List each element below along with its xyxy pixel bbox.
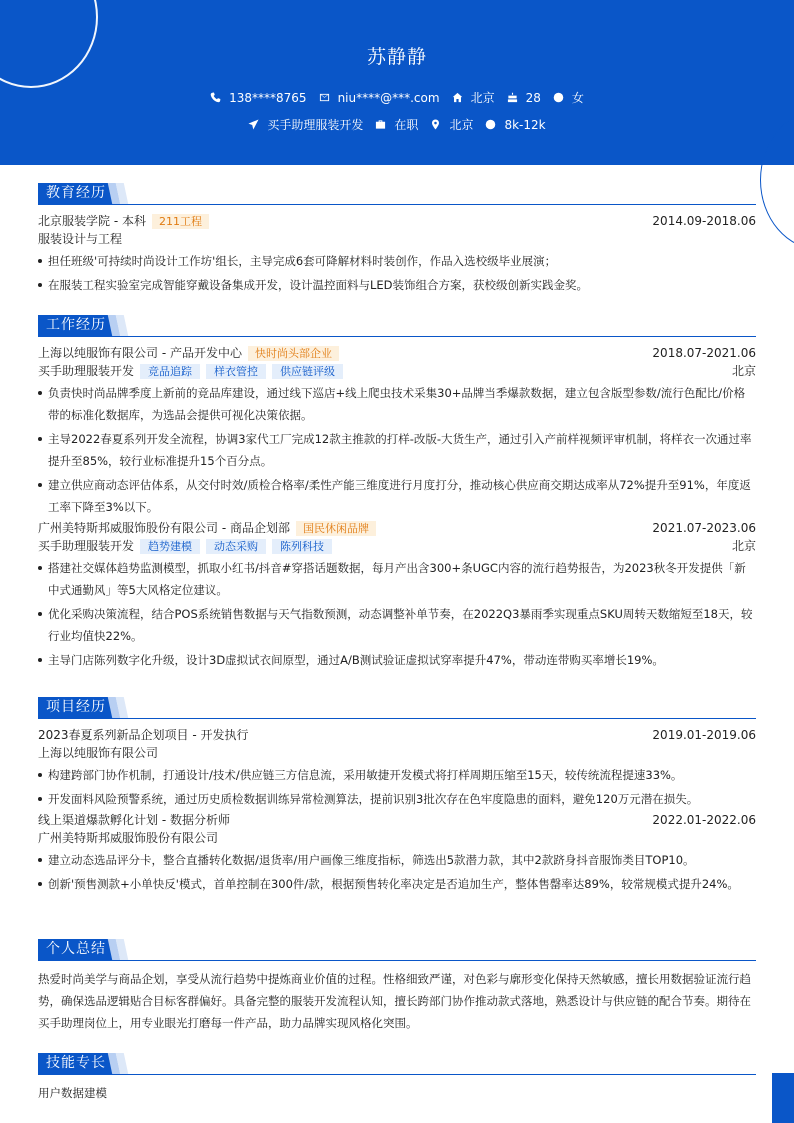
list-item: 建立动态选品评分卡，整合直播转化数据/退货率/用户画像三维度指标，筛选出5款潜力款，其中2款跻身抖音服饰类目TOP10。 [38,849,756,871]
section-title: 技能专长 [38,1053,114,1074]
job-role: 买手助理服装开发 [38,364,135,378]
briefcase-icon [375,119,386,130]
decorative-block [772,1073,794,1123]
job-location: 北京 [731,364,756,378]
phone-info [210,91,306,105]
status-info [375,116,418,133]
phone-icon [210,92,221,103]
projects-section [38,697,756,895]
list-item: 主导2022春夏系列开发全流程，协调3家代工厂完成12款主推款的打样-改版-大货生产，通过引入产前样视频评审机制，将样衣一次通过率提升至85%，较行业标准提升15个百分点。 [38,428,756,472]
skill-tag: 陈列科技 [272,539,332,554]
project-row [38,726,756,744]
company-name: 上海以纯服饰有限公司 - 产品开发中心 [38,346,242,360]
job-location: 北京 [731,539,756,553]
list-item: 在服装工程实验室完成智能穿戴设备集成开发，设计温控面料与LED装饰组合方案，获校级创新实践金奖。 [38,274,756,296]
gender-text: 女 [571,91,584,105]
job-target-text: 买手助理服装开发 [267,118,364,132]
mail-icon [319,92,330,103]
city-text: 北京 [470,91,495,105]
skill-tag: 竞品追踪 [140,364,200,379]
candidate-name: 苏静静 [366,46,427,68]
major-name: 服装设计与工程 [38,232,123,246]
school-row [38,212,756,230]
list-item: 担任班级'可持续时尚设计工作坊'组长，主导完成6套可降解材料时装创作，作品入选校级毕业展演； [38,250,756,272]
resume-header [0,0,794,165]
status-text: 在职 [394,118,419,132]
role-row [38,362,756,380]
project-entry [38,811,756,895]
job-bullets [38,557,756,671]
skill-tag: 趋势建模 [140,539,200,554]
list-item: 负责快时尚品牌季度上新前的竞品库建设，通过线下巡店+线上爬虫技术采集30+品牌当季爆款数据，建立包含版型参数/流行色配比/价格带的标准化数据库，为选品会提供可视化决策依据。 [38,382,756,426]
job-dates: 2021.07-2023.06 [652,521,756,535]
home-icon [452,92,463,103]
skill-tag: 样衣管控 [206,364,266,379]
age-info [507,91,541,105]
job-bullets [38,382,756,518]
education-section [38,183,756,296]
project-name: 线上渠道爆款孵化计划 - 数据分析师 [38,813,230,827]
list-item: 搭建社交媒体趋势监测模型，抓取小红书/抖音#穿搭话题数据，每月产出含300+条UGC内容的流行趋势报告，为2023秋冬开发提供「新中式通勤风」等5大风格定位建议。 [38,557,756,601]
target-city-info [430,116,473,133]
skill-tag: 供应链评级 [272,364,343,379]
money-icon [485,119,496,130]
project-org: 上海以纯服饰有限公司 [38,746,159,760]
gender-icon [553,92,564,103]
location-pin-icon [430,119,441,130]
list-item: 创新'预售测款+小单快反'模式，首单控制在300件/款，根据预售转化率决定是否追加生产，整体售罄率达89%，较常规模式提升24%。 [38,873,756,895]
skills-text: 用户数据建模 [38,1086,107,1100]
section-title: 教育经历 [38,183,114,204]
company-row [38,519,756,537]
project-bullets [38,764,756,810]
summary-section [38,939,756,1034]
project-bullets [38,849,756,895]
section-header [38,1053,756,1075]
city-info [452,89,495,106]
role-row [38,537,756,555]
cake-icon [507,92,518,103]
salary-info [485,118,545,132]
job-role: 买手助理服装开发 [38,539,135,553]
major-row [38,230,756,248]
project-org-row [38,744,756,762]
summary-text: 热爱时尚美学与商品企划，享受从流行趋势中提炼商业价值的过程。性格细致严谨，对色彩与廓形变化保持天然敏感，擅长用数据验证流行趋势，确保选品逻辑贴合目标客群偏好。具备完整的服装开发流程认知，擅长跨部门协作推动款式落地，熟悉设计与供应链的配合节奏。期待在买手助理岗位上，用专业眼光打磨每一件产品，助力品牌实现风格化突围。 [38,972,751,1030]
list-item: 开发面料风险预警系统，通过历史质检数据训练异常检测算法，提前识别3批次存在色牢度隐患的面料，避免120万元潜在损失。 [38,788,756,810]
phone-text: 138****8765 [229,90,307,105]
gender-info [553,89,584,106]
email-info [319,91,440,105]
skill-tag: 动态采购 [206,539,266,554]
section-title: 个人总结 [38,939,114,960]
intention-row [0,116,794,133]
section-title: 项目经历 [38,697,114,718]
job-entry [38,519,756,671]
send-icon [248,119,259,130]
list-item: 主导门店陈列数字化升级，设计3D虚拟试衣间原型，通过A/B测试验证虚拟试穿率提升47%，带动连带购买率增长19%。 [38,649,756,671]
email-text: niu****@***.com [337,90,440,105]
section-title: 工作经历 [38,315,114,336]
job-dates: 2018.07-2021.06 [652,346,756,360]
company-tag: 国民休闲品牌 [296,521,376,536]
company-tag: 快时尚头部企业 [248,346,339,361]
section-header [38,939,756,961]
education-bullets [38,250,756,296]
list-item: 建立供应商动态评估体系，从交付时效/质检合格率/柔性产能三维度进行月度打分，推动核心供应商交期达成率从72%提升至91%，年度返工率下降至3%以下。 [38,474,756,518]
list-item: 优化采购决策流程，结合POS系统销售数据与天气指数预测，动态调整补单节奏，在2022Q3暴雨季实现重点SKU周转天数缩短至18天，较行业均值快22%。 [38,603,756,647]
project-org-row [38,829,756,847]
skills-section [38,1053,756,1104]
section-header [38,697,756,719]
target-city-text: 北京 [449,118,474,132]
project-dates: 2019.01-2019.06 [652,728,756,742]
project-row [38,811,756,829]
school-tag: 211工程 [152,214,209,229]
job-target-info [248,116,363,133]
project-entry [38,726,756,810]
company-row [38,344,756,362]
company-name: 广州美特斯邦威服饰股份有限公司 - 商品企划部 [38,521,290,535]
job-entry [38,344,756,518]
school-name: 北京服装学院 - 本科 [38,214,146,228]
project-dates: 2022.01-2022.06 [652,813,756,827]
age-text: 28 [525,90,541,105]
work-section [38,315,756,671]
project-name: 2023春夏系列新品企划项目 - 开发执行 [38,728,249,742]
section-header [38,315,756,337]
list-item: 构建跨部门协作机制，打通设计/技术/供应链三方信息流，采用敏捷开发模式将打样周期压缩至15天，较传统流程提速33%。 [38,764,756,786]
project-org: 广州美特斯邦威服饰股份有限公司 [38,831,219,845]
section-header [38,183,756,205]
education-dates: 2014.09-2018.06 [652,214,756,228]
salary-text: 8k-12k [504,117,546,132]
contact-row [0,89,794,106]
